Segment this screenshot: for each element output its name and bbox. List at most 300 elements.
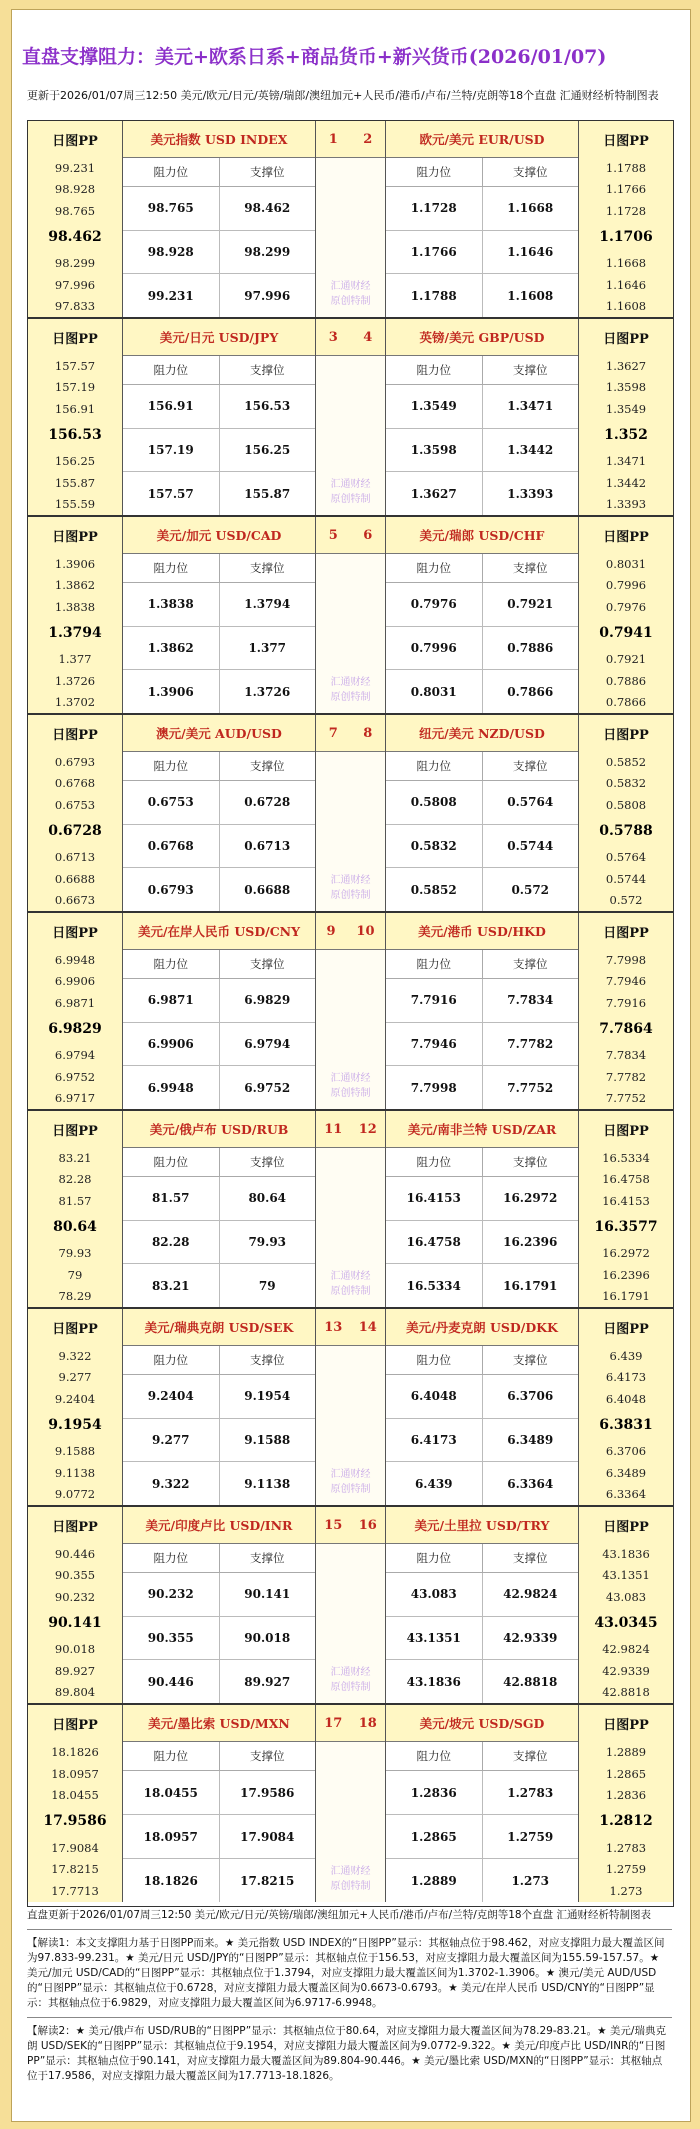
- resistance-value: 1.2865: [386, 1815, 483, 1858]
- pp-level: 79.93: [58, 1245, 92, 1260]
- resistance-header: 阻力位: [123, 356, 220, 384]
- pp-column: [28, 715, 123, 911]
- pp-level: 0.7886: [605, 673, 647, 688]
- support-header: 支撑位: [250, 759, 285, 773]
- support-header: 支撑位: [250, 1353, 285, 1367]
- pair-column: [123, 1309, 315, 1505]
- resistance-value: 0.5852: [386, 868, 483, 911]
- pivot-value: 17.9586: [43, 1813, 107, 1830]
- pair-number-column: [315, 319, 386, 515]
- support-value: 6.9794: [244, 1037, 291, 1051]
- resistance-value: 43.083: [386, 1573, 483, 1616]
- support-header: 支撑位: [513, 759, 548, 773]
- pair-block: [28, 715, 673, 913]
- level-row: [123, 429, 315, 473]
- resistance-value: 156.91: [123, 385, 220, 428]
- pp-column: [28, 517, 123, 713]
- support-value: 0.572: [511, 882, 550, 897]
- support-value: 1.377: [248, 641, 287, 655]
- pair-block: [28, 1705, 673, 1902]
- watermark-line: 汇通财经: [330, 1271, 371, 1282]
- pp-column: [28, 1111, 123, 1307]
- level-row: [386, 274, 578, 317]
- resistance-value: 7.7916: [386, 979, 483, 1022]
- column-headers: [386, 1544, 578, 1573]
- support-value: 0.7886: [507, 641, 554, 655]
- resistance-value: 83.21: [123, 1264, 220, 1307]
- level-row: [123, 583, 315, 627]
- level-row: [386, 1264, 578, 1307]
- pp-level: 0.572: [609, 893, 643, 908]
- resistance-header: 阻力位: [123, 1544, 220, 1572]
- resistance-value: 16.4758: [386, 1221, 483, 1264]
- support-value: 6.9829: [244, 993, 291, 1008]
- resistance-value: 1.3838: [123, 583, 220, 626]
- level-row: [123, 1815, 315, 1859]
- level-row: [386, 1617, 578, 1661]
- column-headers: [123, 554, 315, 583]
- pivot-value: 90.141: [48, 1615, 102, 1631]
- pp-level: 6.439: [609, 1348, 643, 1363]
- support-value: 1.2783: [507, 1785, 554, 1800]
- column-headers: [386, 158, 578, 187]
- resistance-value: 157.19: [123, 429, 220, 472]
- pp-level: 7.7834: [605, 1047, 647, 1062]
- pp-level: 16.2972: [602, 1245, 650, 1260]
- support-header: 支撑位: [250, 1155, 285, 1169]
- resistance-value: 1.3862: [123, 627, 220, 670]
- pair-name: 纽元/美元 NZD/USD: [386, 715, 578, 752]
- support-value: 0.6688: [244, 882, 291, 897]
- pp-column: [578, 913, 673, 1109]
- column-headers: [123, 356, 315, 385]
- pivot-value: 9.1954: [48, 1417, 102, 1433]
- pp-level: 0.7976: [605, 600, 647, 615]
- pp-level: 89.804: [54, 1685, 96, 1700]
- support-header: 支撑位: [250, 561, 285, 575]
- pair-numbers: [316, 517, 385, 554]
- level-row: [386, 1771, 578, 1815]
- resistance-value: 0.5832: [386, 825, 483, 868]
- support-value: 156.53: [244, 399, 291, 414]
- column-headers: [123, 1346, 315, 1375]
- column-headers: [386, 1346, 578, 1375]
- pp-header: 日图PP: [603, 1123, 649, 1139]
- pp-level: 0.6673: [54, 893, 96, 908]
- pp-level: 7.7946: [605, 974, 647, 989]
- pair-number-column: [315, 1309, 386, 1505]
- pair-numbers: [316, 1111, 385, 1148]
- support-value: 7.7834: [507, 993, 554, 1008]
- pair-name: 美元/南非兰特 USD/ZAR: [386, 1111, 578, 1148]
- support-value: 80.64: [248, 1191, 287, 1206]
- pp-level: 0.7996: [605, 578, 647, 593]
- pivot-value: 1.1706: [599, 229, 653, 245]
- pp-header: 日图PP: [52, 331, 98, 347]
- resistance-header: 阻力位: [123, 1346, 220, 1374]
- level-row: [386, 1177, 578, 1221]
- support-value: 1.1668: [507, 201, 554, 216]
- pp-level: 1.3906: [54, 556, 96, 571]
- support-value: 79: [258, 1278, 276, 1293]
- support-header: 支撑位: [513, 1749, 548, 1763]
- pair-block: [28, 517, 673, 715]
- level-row: [386, 670, 578, 713]
- level-row: [386, 1023, 578, 1067]
- pp-level: 156.91: [54, 402, 96, 417]
- pp-level: 6.9752: [54, 1069, 96, 1084]
- pp-level: 90.355: [54, 1568, 96, 1583]
- resistance-value: 82.28: [123, 1221, 220, 1264]
- level-row: [123, 385, 315, 429]
- pp-level: 1.3471: [605, 453, 647, 468]
- level-row: [123, 1419, 315, 1463]
- pair-number: 5: [328, 527, 338, 543]
- watermark-area: [316, 1742, 385, 1902]
- watermark-area: [316, 1346, 385, 1505]
- pp-level: 9.322: [58, 1348, 92, 1363]
- pair-number: 14: [358, 1319, 377, 1335]
- resistance-value: 1.2836: [386, 1771, 483, 1814]
- resistance-value: 0.8031: [386, 670, 483, 713]
- pair-column: [123, 319, 315, 515]
- divider: [27, 1929, 672, 1930]
- watermark-area: [316, 950, 385, 1109]
- pivot-value: 7.7864: [599, 1021, 653, 1037]
- pp-level: 16.4758: [602, 1172, 650, 1187]
- pair-column: [123, 121, 315, 317]
- support-header: 支撑位: [250, 165, 285, 179]
- pair-column: [386, 319, 578, 515]
- support-header: 支撑位: [250, 1749, 285, 1763]
- pp-column: [578, 1309, 673, 1505]
- pair-number-column: [315, 121, 386, 317]
- pair-name: 美元/日元 USD/JPY: [123, 319, 315, 356]
- watermark-line: 原创特制: [330, 1881, 371, 1892]
- pp-level: 7.7998: [605, 952, 647, 967]
- resistance-value: 90.446: [123, 1660, 220, 1703]
- pair-column: [386, 517, 578, 713]
- resistance-value: 6.9906: [123, 1023, 220, 1066]
- pp-level: 43.1351: [602, 1568, 650, 1583]
- pp-header: 日图PP: [603, 133, 649, 149]
- level-row: [123, 231, 315, 275]
- watermark: [316, 1467, 385, 1497]
- pp-level: 43.1836: [602, 1546, 650, 1561]
- pp-level: 17.7713: [51, 1884, 99, 1899]
- resistance-value: 0.6753: [123, 781, 220, 824]
- support-header: 支撑位: [513, 957, 548, 971]
- support-value: 17.8215: [240, 1873, 295, 1888]
- support-value: 16.2972: [503, 1191, 558, 1206]
- pp-level: 156.25: [54, 453, 96, 468]
- watermark-line: 原创特制: [330, 494, 371, 505]
- support-header: 支撑位: [513, 1551, 548, 1565]
- level-row: [123, 1573, 315, 1617]
- support-value: 6.9752: [244, 1080, 291, 1095]
- support-value: 1.2759: [507, 1829, 554, 1844]
- support-value: 156.25: [244, 443, 291, 457]
- level-row: [386, 429, 578, 473]
- column-headers: [386, 1742, 578, 1771]
- support-value: 1.273: [511, 1873, 550, 1888]
- watermark-line: 原创特制: [330, 692, 371, 703]
- pp-level: 90.446: [54, 1546, 96, 1561]
- resistance-value: 1.3549: [386, 385, 483, 428]
- level-row: [386, 1419, 578, 1463]
- resistance-header: 阻力位: [386, 1544, 483, 1572]
- pivot-value: 0.7941: [599, 625, 653, 641]
- resistance-value: 43.1836: [386, 1660, 483, 1703]
- support-value: 9.1954: [244, 1389, 291, 1404]
- pp-level: 9.2404: [54, 1392, 96, 1407]
- pp-level: 1.3393: [605, 497, 647, 512]
- resistance-value: 1.3906: [123, 670, 220, 713]
- pp-level: 9.1138: [54, 1465, 96, 1480]
- watermark-area: [316, 554, 385, 713]
- pp-level: 0.6753: [54, 798, 96, 813]
- support-value: 16.1791: [503, 1278, 558, 1293]
- pp-level: 18.0957: [51, 1766, 99, 1781]
- pp-level: 42.8818: [602, 1685, 650, 1700]
- pp-level: 1.3627: [605, 358, 647, 373]
- pp-level: 1.2836: [605, 1788, 647, 1803]
- pair-number: 16: [358, 1517, 377, 1533]
- pp-level: 0.5808: [605, 798, 647, 813]
- level-row: [386, 1859, 578, 1902]
- watermark: [316, 675, 385, 705]
- support-value: 89.927: [244, 1674, 291, 1689]
- resistance-header: 阻力位: [386, 1346, 483, 1374]
- pair-name: 美元/坡元 USD/SGD: [386, 1705, 578, 1742]
- pair-numbers: [316, 1309, 385, 1346]
- watermark-line: 汇通财经: [330, 1667, 371, 1678]
- column-headers: [123, 752, 315, 781]
- pp-level: 98.765: [54, 204, 96, 219]
- pivot-value: 1.2812: [599, 1813, 653, 1830]
- resistance-header: 阻力位: [386, 158, 483, 186]
- pivot-value: 98.462: [48, 229, 102, 245]
- resistance-value: 0.6793: [123, 868, 220, 911]
- pp-header: 日图PP: [52, 727, 98, 743]
- pair-numbers: [316, 121, 385, 158]
- pivot-value: 156.53: [48, 427, 102, 443]
- pp-level: 78.29: [58, 1289, 92, 1304]
- pair-name: 美元/瑞典克朗 USD/SEK: [123, 1309, 315, 1346]
- pp-level: 155.59: [54, 497, 96, 512]
- pair-name: 美元/印度卢比 USD/INR: [123, 1507, 315, 1544]
- pair-name: 美元/在岸人民币 USD/CNY: [123, 913, 315, 950]
- pp-level: 0.5852: [605, 754, 647, 769]
- pp-level: 1.1668: [605, 255, 647, 270]
- support-value: 1.1646: [507, 245, 554, 259]
- support-value: 98.462: [244, 201, 291, 216]
- resistance-header: 阻力位: [386, 1742, 483, 1770]
- pp-level: 43.083: [605, 1590, 647, 1605]
- resistance-value: 16.4153: [386, 1177, 483, 1220]
- column-headers: [386, 1148, 578, 1177]
- pair-number: 11: [324, 1121, 343, 1137]
- pivot-value: 43.0345: [594, 1615, 658, 1631]
- pp-level: 1.3862: [54, 578, 96, 593]
- pp-level: 42.9339: [602, 1663, 650, 1678]
- level-row: [386, 1573, 578, 1617]
- pair-block: [28, 121, 673, 319]
- pair-column: [123, 715, 315, 911]
- resistance-value: 1.1766: [386, 231, 483, 274]
- resistance-header: 阻力位: [386, 950, 483, 978]
- pp-level: 99.231: [54, 160, 96, 175]
- pp-column: [28, 1705, 123, 1902]
- pair-numbers: [316, 1507, 385, 1544]
- support-value: 0.5744: [507, 839, 554, 853]
- support-value: 155.87: [244, 486, 291, 501]
- divider: [27, 2017, 672, 2018]
- resistance-value: 6.4048: [386, 1375, 483, 1418]
- pp-level: 82.28: [58, 1172, 92, 1187]
- watermark-line: 原创特制: [330, 1286, 371, 1297]
- resistance-value: 157.57: [123, 472, 220, 515]
- pair-number: 17: [324, 1715, 343, 1731]
- pp-level: 1.377: [58, 651, 92, 666]
- footer-note-1: 【解读1：本文支撑阻力基于日图PP而来。★ 美元指数 USD INDEX的“日图PP”显示：其枢轴点位于98.462，对应支撑阻力最大覆盖区间为97.833-99.231。★ 美元/日元 USD/JPY的“日图PP”显示：其枢轴点位于156.53，对应支撑阻力最大覆盖区间为155.59-157.57。★ 美元/加元 USD/CAD的“日图PP”显示：其枢轴点位于1.3794，对应支撑阻力最大覆盖区间为1.3702-1.3906。★ 澳元/美元 AUD/USD的“日图PP”显示：其枢轴点位于0.6728，对应支撑阻力最大覆盖区间为0.6673-0.6793。★ 美元/在岸人民币 USD/CNY的“日图PP”显示：其枢轴点位于6.9829，对应支撑阻力最大覆盖区间为6.9717-6.9948。: [27, 1937, 665, 2009]
- resistance-value: 99.231: [123, 274, 220, 317]
- level-row: [386, 1375, 578, 1419]
- support-value: 1.3393: [507, 486, 554, 501]
- support-value: 6.3706: [507, 1389, 554, 1404]
- pair-column: [123, 913, 315, 1109]
- resistance-value: 98.928: [123, 231, 220, 274]
- pp-header: 日图PP: [603, 1519, 649, 1535]
- watermark-line: 原创特制: [330, 1484, 371, 1495]
- resistance-value: 7.7946: [386, 1023, 483, 1066]
- pair-name: 美元/瑞郎 USD/CHF: [386, 517, 578, 554]
- pp-level: 98.928: [54, 182, 96, 197]
- resistance-value: 0.5808: [386, 781, 483, 824]
- pp-header: 日图PP: [603, 1717, 649, 1733]
- resistance-header: 阻力位: [123, 158, 220, 186]
- watermark-line: 汇通财经: [330, 677, 371, 688]
- pivot-value: 6.3831: [599, 1417, 653, 1433]
- pp-level: 98.299: [54, 255, 96, 270]
- pair-number: 18: [358, 1715, 377, 1731]
- pp-level: 1.273: [609, 1884, 643, 1899]
- level-row: [386, 1815, 578, 1859]
- pp-level: 42.9824: [602, 1641, 650, 1656]
- watermark-area: [316, 356, 385, 515]
- support-header: 支撑位: [250, 363, 285, 377]
- pair-column: [386, 1507, 578, 1703]
- level-row: [123, 627, 315, 671]
- pp-level: 0.6713: [54, 849, 96, 864]
- pair-name: 美元/墨比索 USD/MXN: [123, 1705, 315, 1742]
- pp-level: 83.21: [58, 1150, 92, 1165]
- resistance-value: 90.232: [123, 1573, 220, 1616]
- support-value: 90.018: [244, 1631, 291, 1645]
- pair-number: 6: [363, 527, 373, 543]
- support-header: 支撑位: [513, 363, 548, 377]
- resistance-header: 阻力位: [123, 752, 220, 780]
- pp-level: 0.5764: [605, 849, 647, 864]
- watermark: [316, 279, 385, 309]
- level-row: [386, 1066, 578, 1109]
- pp-level: 6.9717: [54, 1091, 96, 1106]
- pair-numbers: [316, 319, 385, 356]
- watermark-line: 原创特制: [330, 1682, 371, 1693]
- support-value: 1.3442: [507, 443, 554, 457]
- column-headers: [386, 554, 578, 583]
- pp-column: [28, 121, 123, 317]
- column-headers: [123, 1544, 315, 1573]
- pair-column: [123, 517, 315, 713]
- pp-level: 6.4173: [605, 1370, 647, 1385]
- support-value: 9.1588: [244, 1433, 291, 1447]
- pp-level: 1.2889: [605, 1744, 647, 1759]
- pp-level: 16.1791: [602, 1289, 650, 1304]
- pp-column: [28, 1507, 123, 1703]
- support-value: 42.8818: [503, 1674, 558, 1689]
- pp-column: [28, 319, 123, 515]
- level-row: [123, 868, 315, 911]
- watermark-line: 汇通财经: [330, 1073, 371, 1084]
- pair-number-column: [315, 715, 386, 911]
- column-headers: [386, 950, 578, 979]
- pivot-value: 0.5788: [599, 823, 653, 839]
- resistance-value: 18.0455: [123, 1771, 220, 1814]
- pp-level: 6.3364: [605, 1487, 647, 1502]
- resistance-header: 阻力位: [386, 1148, 483, 1176]
- column-headers: [123, 158, 315, 187]
- pp-level: 7.7782: [605, 1069, 647, 1084]
- support-value: 9.1138: [244, 1476, 291, 1491]
- pp-level: 16.5334: [602, 1150, 650, 1165]
- pp-level: 1.3726: [54, 673, 96, 688]
- resistance-value: 7.7998: [386, 1066, 483, 1109]
- pp-column: [578, 319, 673, 515]
- pp-level: 0.7921: [605, 651, 647, 666]
- pp-header: 日图PP: [52, 925, 98, 941]
- pp-level: 157.57: [54, 358, 96, 373]
- pair-number: 4: [363, 329, 373, 345]
- resistance-value: 1.3598: [386, 429, 483, 472]
- pivot-value: 6.9829: [48, 1021, 102, 1037]
- watermark-line: 原创特制: [330, 1088, 371, 1099]
- pp-level: 17.8215: [51, 1862, 99, 1877]
- level-row: [123, 1375, 315, 1419]
- level-row: [386, 825, 578, 869]
- resistance-value: 1.3627: [386, 472, 483, 515]
- support-value: 1.1608: [507, 288, 554, 303]
- pp-level: 1.1766: [605, 182, 647, 197]
- pair-number: 2: [363, 131, 373, 147]
- pp-level: 89.927: [54, 1663, 96, 1678]
- pp-header: 日图PP: [603, 331, 649, 347]
- support-value: 42.9824: [503, 1587, 558, 1602]
- resistance-value: 9.322: [123, 1462, 220, 1505]
- resistance-value: 98.765: [123, 187, 220, 230]
- resistance-value: 6.4173: [386, 1419, 483, 1462]
- watermark: [316, 873, 385, 903]
- pp-column: [578, 121, 673, 317]
- pivot-value: 1.3794: [48, 625, 102, 641]
- watermark: [316, 1665, 385, 1695]
- pair-column: [123, 1507, 315, 1703]
- watermark: [316, 1071, 385, 1101]
- pp-level: 1.2865: [605, 1766, 647, 1781]
- pp-level: 1.1646: [605, 277, 647, 292]
- pair-block: [28, 1309, 673, 1507]
- pp-level: 18.1826: [51, 1744, 99, 1759]
